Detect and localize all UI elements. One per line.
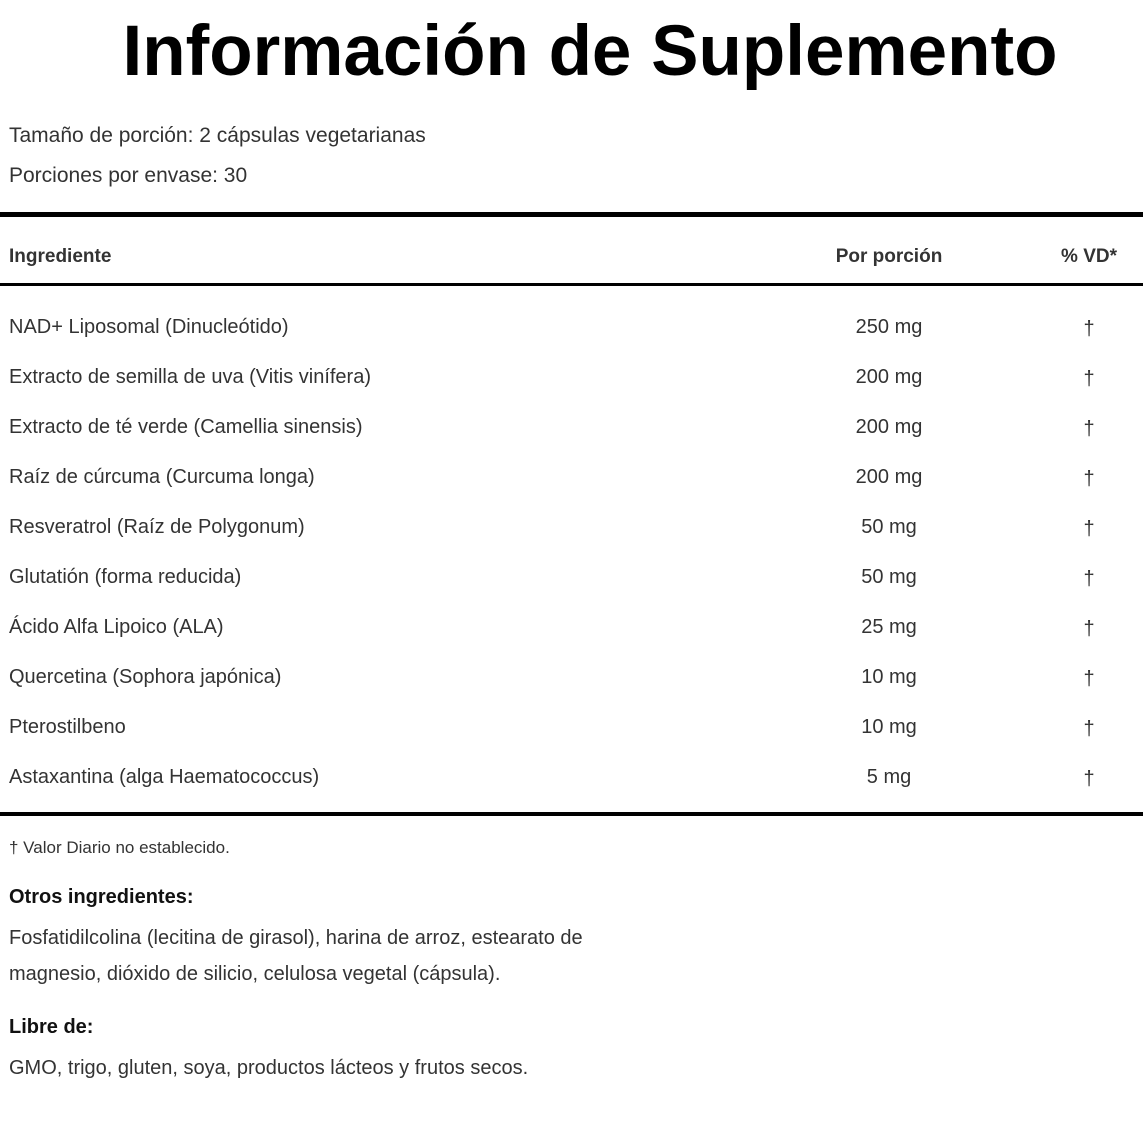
- header-ingredient: Ingrediente: [9, 246, 112, 267]
- table-row: [0, 713, 1143, 763]
- serving-size: Tamaño de porción: 2 cápsulas vegetarianas: [9, 124, 426, 147]
- ingredient-name: Ácido Alfa Lipoico (ALA): [9, 616, 224, 638]
- ingredient-name: Astaxantina (alga Haematococcus): [9, 766, 320, 788]
- ingredient-amount: 10 mg: [861, 716, 917, 738]
- ingredient-dv: †: [1083, 568, 1095, 590]
- ingredient-name: Resveratrol (Raíz de Polygonum): [9, 516, 305, 538]
- ingredient-dv: †: [1083, 318, 1095, 340]
- table-row: [0, 463, 1143, 513]
- ingredient-name: Glutatión (forma reducida): [9, 566, 242, 588]
- page-title: Información de Suplemento: [122, 12, 1058, 91]
- free-of-heading: Libre de:: [9, 1016, 94, 1038]
- ingredient-name: Extracto de té verde (Camellia sinensis): [9, 416, 363, 438]
- servings-per-container: Porciones por envase: 30: [9, 164, 248, 187]
- header-daily-value: % VD*: [1061, 246, 1117, 267]
- ingredient-amount: 50 mg: [861, 566, 917, 588]
- ingredient-table: [0, 313, 1143, 813]
- header-divider: [0, 283, 1143, 286]
- ingredient-amount: 50 mg: [861, 516, 917, 538]
- table-row: [0, 613, 1143, 663]
- ingredient-name: NAD+ Liposomal (Dinucleótido): [9, 316, 289, 338]
- free-of-text: GMO, trigo, gluten, soya, productos lácteos y frutos secos.: [9, 1057, 529, 1079]
- ingredient-dv: †: [1083, 368, 1095, 390]
- ingredient-amount: 250 mg: [855, 316, 923, 338]
- ingredient-dv: †: [1083, 718, 1095, 740]
- other-ingredients-text: [9, 920, 669, 992]
- ingredient-name: Quercetina (Sophora japónica): [9, 666, 282, 688]
- daily-value-footnote: † Valor Diario no establecido.: [9, 838, 230, 857]
- ingredient-amount: 200 mg: [855, 416, 923, 438]
- other-ingredients-heading: Otros ingredientes:: [9, 886, 194, 908]
- ingredient-name: Raíz de cúrcuma (Curcuma longa): [9, 466, 315, 488]
- header-per-serving: Por porción: [835, 246, 943, 267]
- table-row: [0, 363, 1143, 413]
- table-row: [0, 413, 1143, 463]
- table-row: [0, 663, 1143, 713]
- table-row: [0, 763, 1143, 813]
- table-row: [0, 563, 1143, 613]
- ingredient-dv: †: [1083, 768, 1095, 790]
- ingredient-dv: †: [1083, 668, 1095, 690]
- other-ingredients-line-1: Fosfatidilcolina (lecitina de girasol), harina de arroz, estearato de: [9, 927, 583, 949]
- ingredient-dv: †: [1083, 518, 1095, 540]
- ingredient-amount: 200 mg: [855, 466, 923, 488]
- other-ingredients-line-2: magnesio, dióxido de silicio, celulosa vegetal (cápsula).: [9, 963, 501, 985]
- top-divider: [0, 212, 1143, 217]
- bottom-divider: [0, 812, 1143, 816]
- ingredient-name: Pterostilbeno: [9, 716, 126, 738]
- table-row: [0, 513, 1143, 563]
- ingredient-amount: 200 mg: [855, 366, 923, 388]
- ingredient-dv: †: [1083, 418, 1095, 440]
- ingredient-dv: †: [1083, 618, 1095, 640]
- ingredient-dv: †: [1083, 468, 1095, 490]
- ingredient-amount: 5 mg: [866, 766, 912, 788]
- table-row: [0, 313, 1143, 363]
- ingredient-amount: 10 mg: [861, 666, 917, 688]
- ingredient-name: Extracto de semilla de uva (Vitis vinífera): [9, 366, 372, 388]
- ingredient-amount: 25 mg: [861, 616, 917, 638]
